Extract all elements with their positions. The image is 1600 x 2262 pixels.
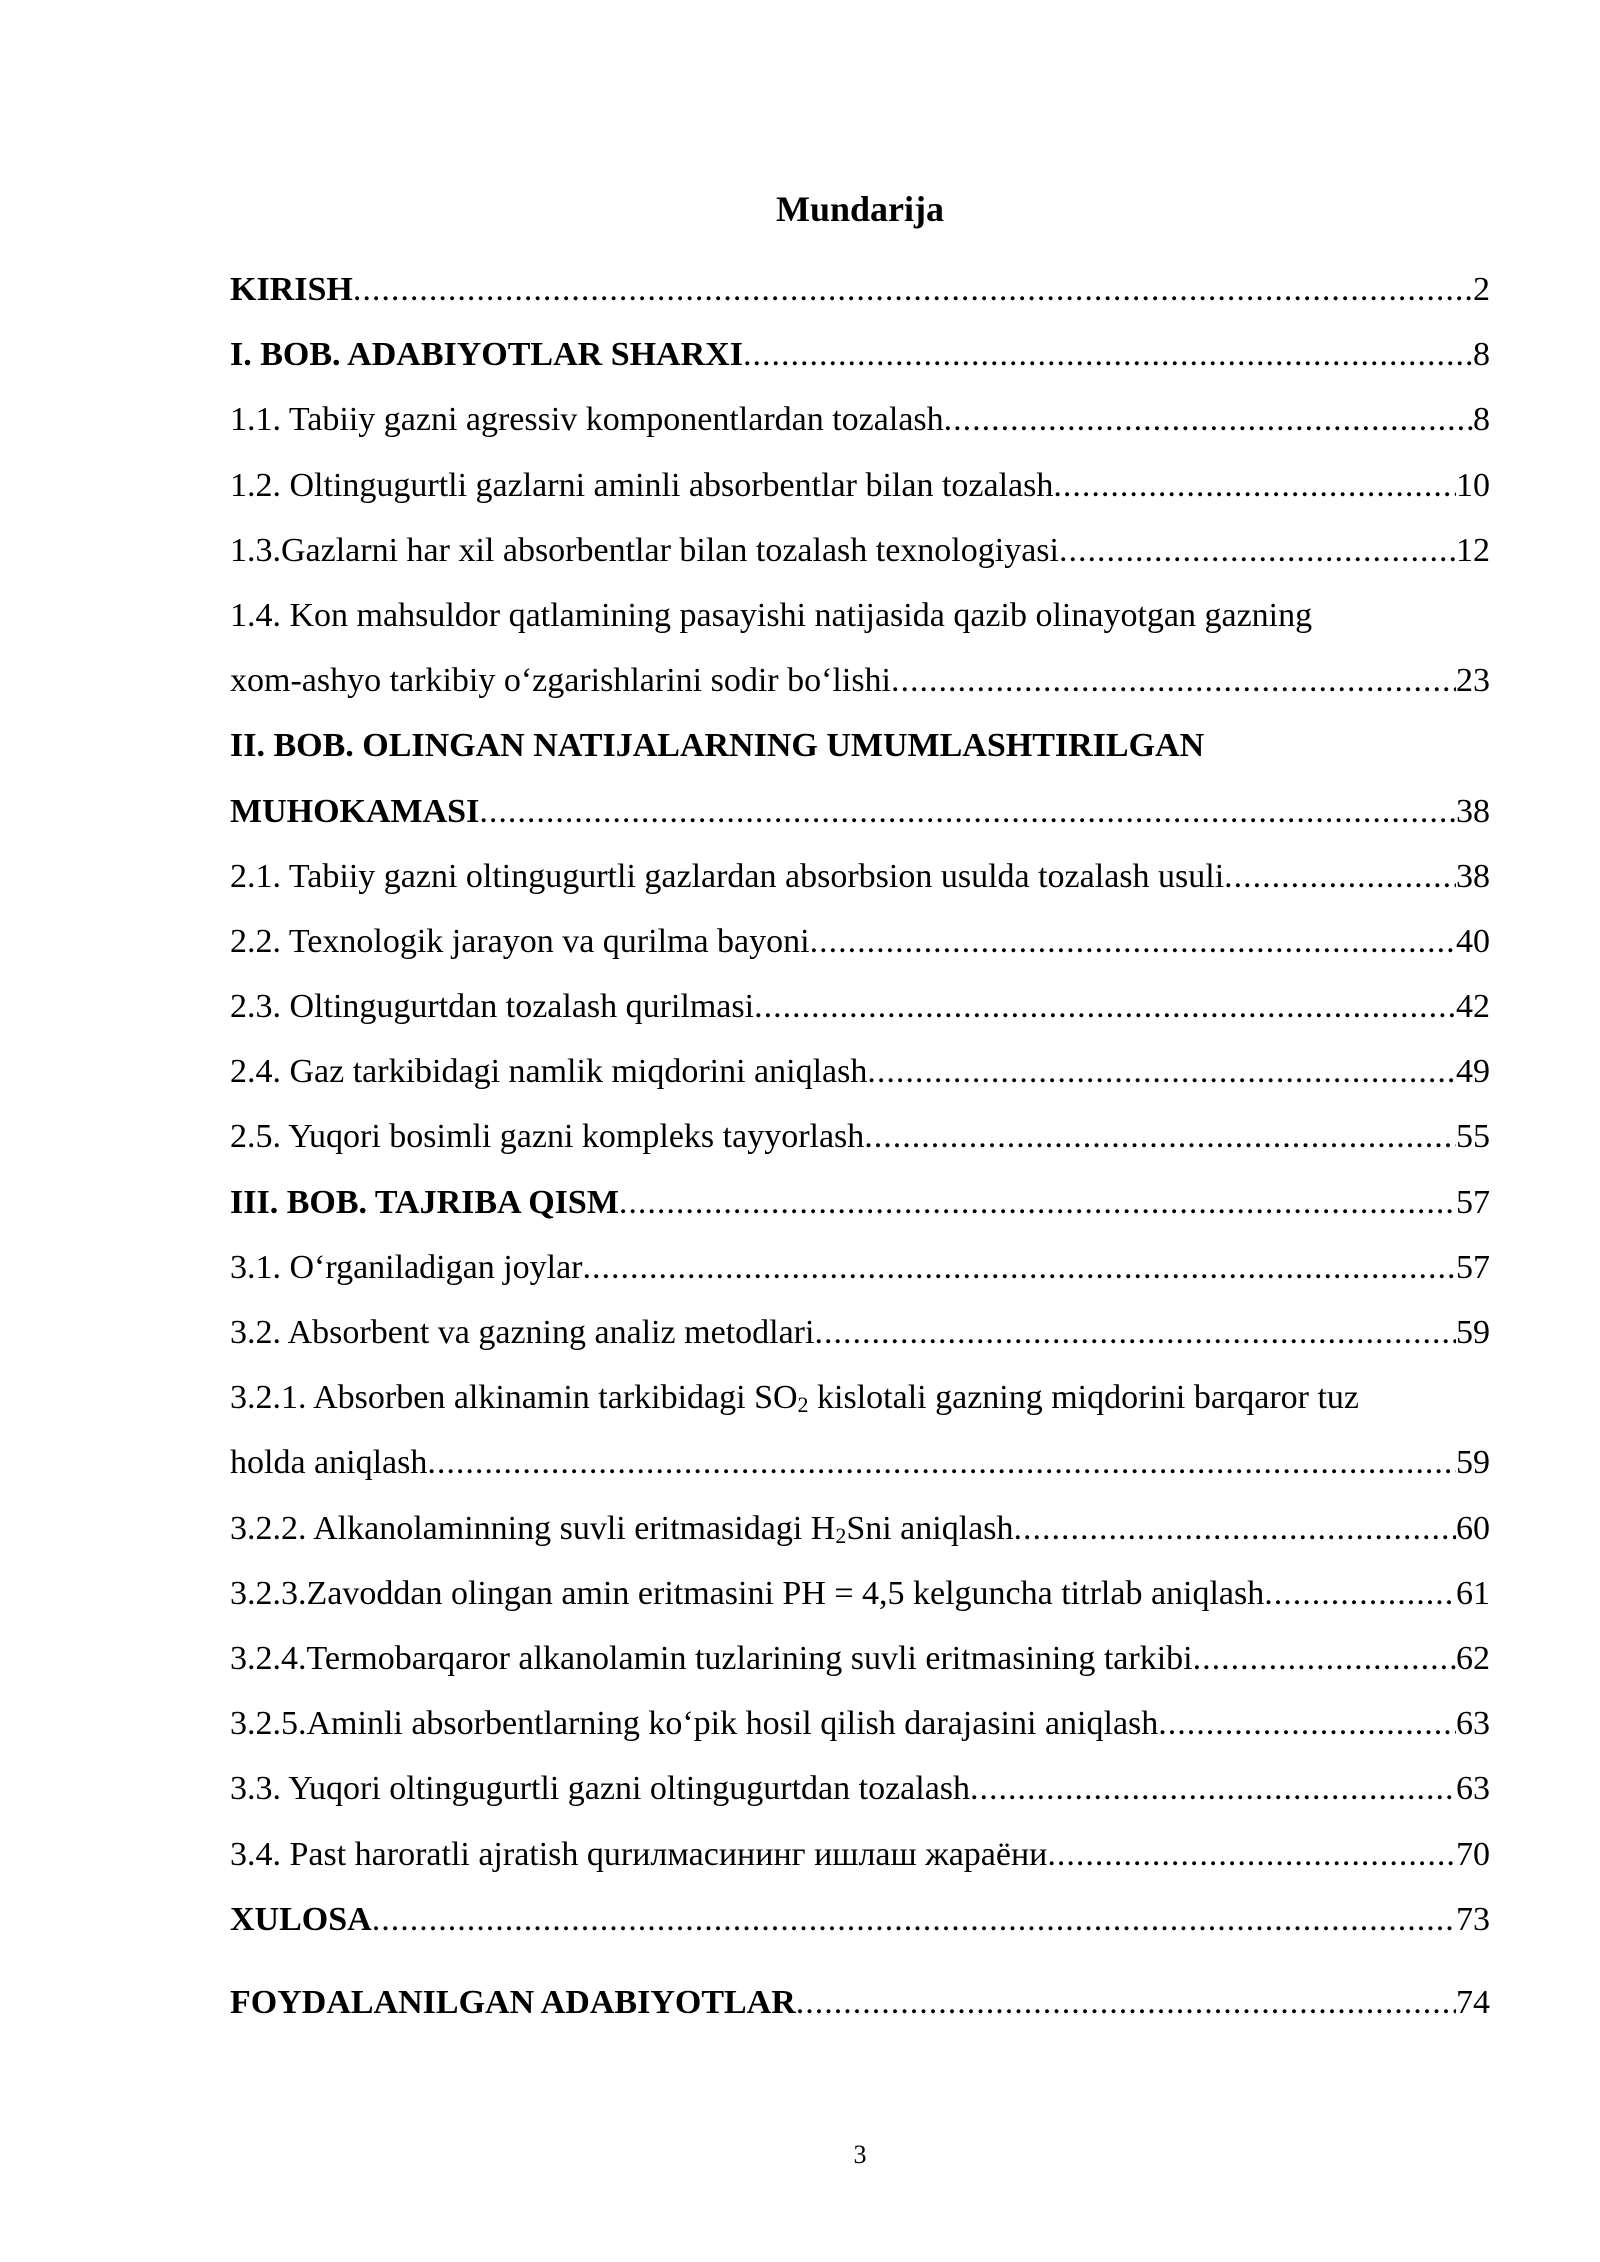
toc-page-number: 59: [1456, 1444, 1490, 1482]
toc-entry: [230, 909, 1490, 974]
toc-entry-label: 3.2. Absorbent va gazning analiz metodlari: [230, 1314, 815, 1351]
dot-leader: [1047, 1822, 1456, 1887]
dot-leader: [891, 648, 1456, 713]
toc-entry: [230, 1887, 1490, 1952]
toc-entry-label: xom-ashyo tarkibiy o‘zgarishlarini sodir bo‘lishi: [230, 662, 891, 700]
toc-entry: [230, 1300, 1490, 1365]
toc-entry-label: 1.4. Kon mahsuldor qatlamining pasayishi natijasida qazib olinayotgan gazning: [230, 596, 1313, 634]
toc-page-number: 10: [1456, 466, 1490, 504]
dot-leader: [583, 1235, 1456, 1300]
toc-entry: [230, 713, 1490, 778]
subscript: 2: [835, 1522, 847, 1548]
dot-leader: [1158, 1691, 1456, 1756]
toc-page-number: 70: [1456, 1835, 1490, 1873]
toc-entry-label: 3.4. Past haroratli ajratish qurилмасининг ишлаш жараёни: [230, 1835, 1048, 1873]
dot-leader: [427, 1430, 1456, 1495]
toc-entry-label: 2.1. Tabiiy gazni oltingugurtli gazlardan absorbsion usulda tozalash usuli: [230, 857, 1225, 895]
toc-entry: [230, 1496, 1490, 1561]
toc-page-number: 60: [1456, 1509, 1490, 1547]
toc-entry: [230, 453, 1490, 518]
toc-page-number: 57: [1456, 1248, 1490, 1286]
dot-leader: [619, 1170, 1456, 1235]
toc-entry-continuation: [230, 1430, 1490, 1495]
toc-entry-label: 3.1. O‘rganiladigan joylar: [230, 1248, 583, 1286]
toc-page-number: 57: [1456, 1183, 1490, 1221]
toc-page-number: 63: [1456, 1705, 1490, 1743]
toc-entry: [230, 1626, 1490, 1691]
dot-leader: [754, 974, 1456, 1039]
toc-entry-label: III. BOB. TAJRIBA QISM: [230, 1183, 619, 1221]
dot-leader: [970, 1756, 1456, 1821]
toc-entry: [230, 1039, 1490, 1104]
toc-entry: [230, 1104, 1490, 1169]
dot-leader: [479, 779, 1456, 844]
toc-entry: [230, 257, 1490, 322]
toc-entry: [230, 1235, 1490, 1300]
toc-page-number: 62: [1456, 1639, 1490, 1677]
toc-entry-continuation: [230, 648, 1490, 713]
dot-leader: [743, 322, 1473, 387]
toc-entry: [230, 1691, 1490, 1756]
dot-leader: [1193, 1626, 1456, 1691]
dot-leader: [867, 1039, 1456, 1104]
toc-entry-label: 3.2.5.Aminli absorbentlarning ko‘pik hosil qilish darajasini aniqlash: [230, 1705, 1159, 1743]
toc-entry: [230, 583, 1490, 648]
toc-page-number: 55: [1456, 1118, 1490, 1156]
page-title: Mundarija: [775, 189, 944, 229]
toc-entry-label: MUHOKAMASI: [230, 792, 480, 830]
toc-page-number: 8: [1473, 401, 1490, 439]
toc-page-number: 61: [1456, 1574, 1490, 1612]
toc-entry-label: XULOSA: [230, 1900, 372, 1938]
toc-page-number: 63: [1456, 1770, 1490, 1808]
toc-entry-label: 1.2. Oltingugurtli gazlarni aminli absorbentlar bilan tozalash: [230, 466, 1054, 504]
toc-entry: [230, 1561, 1490, 1626]
dot-leader: [796, 1970, 1456, 2035]
toc-page-number: 38: [1456, 792, 1490, 830]
toc-entry: [230, 1822, 1490, 1887]
toc-entry: [230, 322, 1490, 387]
toc-entry-continuation: [230, 779, 1490, 844]
toc-entry-label: 3.2.4.Termobarqaror alkanolamin tuzlarining suvli eritmasining tarkibi: [230, 1639, 1193, 1677]
toc-entry-label: 1.1. Tabiiy gazni agressiv komponentlardan tozalash: [230, 401, 944, 439]
toc-entry-label: 3.2.3.Zavoddan olingan amin eritmasini PH = 4,5 kelguncha titrlab aniqlash: [230, 1574, 1265, 1612]
dot-leader: [1059, 518, 1456, 583]
toc-entry: [230, 1365, 1490, 1430]
toc-entry: [230, 387, 1490, 452]
toc-page-number: 59: [1456, 1314, 1490, 1351]
toc-page-number: 74: [1456, 1983, 1490, 2021]
toc-entry-label: II. BOB. OLINGAN NATIJALARNING UMUMLASHTIRILGAN: [230, 727, 1205, 765]
toc-page-number: 8: [1473, 336, 1490, 374]
toc-entry-label: 2.5. Yuqori bosimli gazni kompleks tayyorlash: [230, 1118, 865, 1156]
toc-entry-label: 3.2.1. Absorben alkinamin tarkibidagi SO2 kislotali gazning miqdorini barqaror tuz: [230, 1379, 1360, 1418]
toc-entry: [230, 974, 1490, 1039]
toc-page-number: 49: [1456, 1053, 1490, 1091]
toc-entry-label: 2.4. Gaz tarkibidagi namlik miqdorini aniqlash: [230, 1053, 868, 1091]
dot-leader: [944, 387, 1473, 452]
toc-page-number: 42: [1456, 988, 1490, 1026]
toc-entry-label: holda aniqlash: [230, 1444, 428, 1482]
toc-entry: [230, 518, 1490, 583]
toc-page-number: 12: [1456, 531, 1490, 569]
table-of-contents: [230, 257, 1490, 2035]
dot-leader: [1014, 1496, 1457, 1561]
toc-page-number: 2: [1473, 271, 1490, 308]
subscript: 2: [797, 1392, 809, 1418]
toc-entry-label: I. BOB. ADABIYOTLAR SHARXI: [230, 336, 743, 374]
page-number: 3: [853, 2140, 867, 2169]
toc-entry-label: 2.3. Oltingugurtdan tozalash qurilmasi: [230, 988, 755, 1026]
toc-page-number: 40: [1456, 922, 1490, 960]
dot-leader: [814, 1300, 1456, 1365]
toc-page-number: 23: [1456, 662, 1490, 700]
toc-entry: [230, 1970, 1490, 2035]
dot-leader: [1053, 453, 1456, 518]
toc-entry: [230, 1756, 1490, 1821]
toc-page-number: 73: [1456, 1900, 1490, 1938]
dot-leader: [1224, 844, 1456, 909]
toc-entry-label: KIRISH: [230, 271, 353, 308]
toc-entry: [230, 1170, 1490, 1235]
dot-leader: [1264, 1561, 1456, 1626]
dot-leader: [372, 1887, 1456, 1952]
toc-page-number: 38: [1456, 857, 1490, 895]
dot-leader: [810, 909, 1456, 974]
toc-entry-label: 1.3.Gazlarni har xil absorbentlar bilan tozalash texnologiyasi: [230, 531, 1059, 569]
dot-leader: [353, 257, 1473, 322]
toc-entry-label: 3.2.2. Alkanolaminning suvli eritmasidagi H2Sni aniqlash: [230, 1509, 1014, 1548]
dot-leader: [864, 1104, 1456, 1169]
toc-entry-label: 2.2. Texnologik jarayon va qurilma bayoni: [230, 922, 810, 960]
toc-entry-label: 3.3. Yuqori oltingugurtli gazni oltingugurtdan tozalash: [230, 1770, 971, 1808]
toc-entry-label: FOYDALANILGAN ADABIYOTLAR: [230, 1983, 796, 2021]
toc-entry: [230, 844, 1490, 909]
